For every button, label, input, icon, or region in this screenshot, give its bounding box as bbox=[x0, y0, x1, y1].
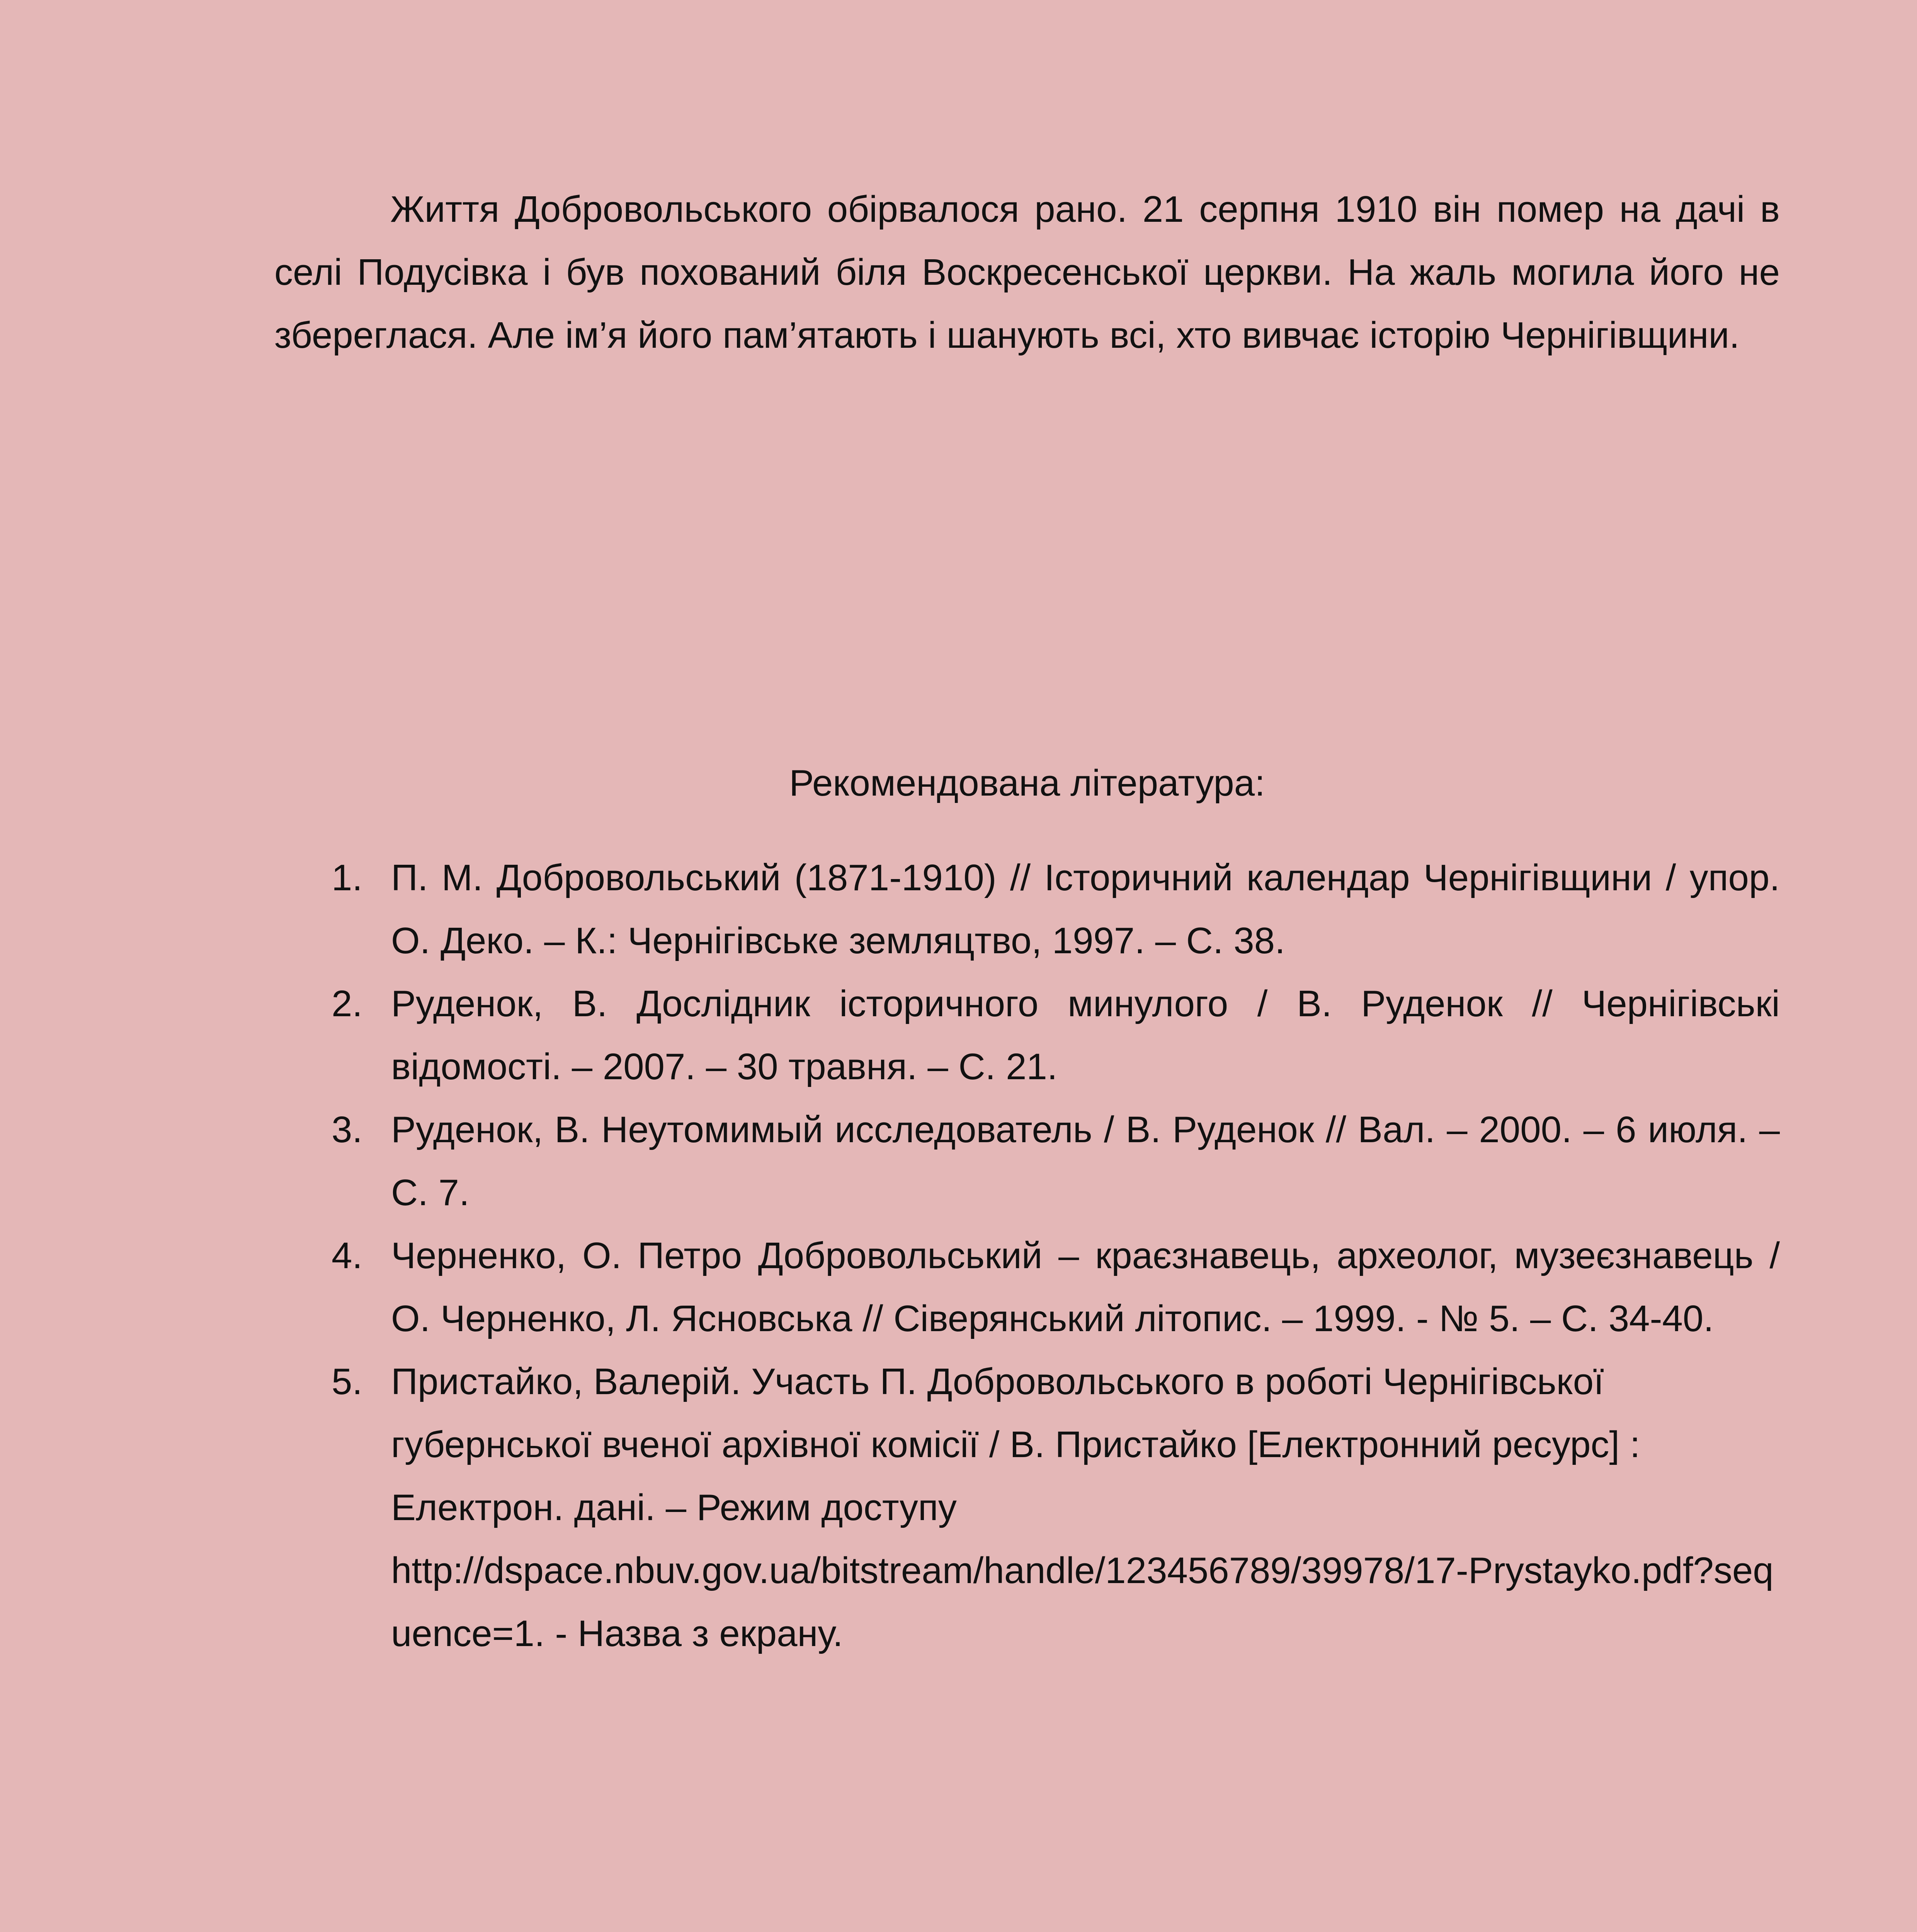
reference-text: Руденок, В. Дослідник історичного минулого / В. Руденок // Чернігівські відомості. – 2007. – 30 травня. – С. 21. bbox=[391, 983, 1780, 1087]
reference-item bbox=[274, 846, 1780, 972]
reference-item bbox=[274, 1098, 1780, 1224]
reference-text: Руденок, В. Неутомимый исследователь / В. Руденок // Вал. – 2000. – 6 июля. – С. 7. bbox=[391, 1109, 1780, 1213]
reference-text: Пристайко, Валерій. Участь П. Добровольського в роботі Чернігівської губернської вченої архівної комісії / В. Пристайко [Електронний ресурс] : Електрон. дані. – Режим доступу bbox=[391, 1361, 1640, 1528]
reference-number: 5. bbox=[332, 1361, 363, 1402]
reference-item bbox=[274, 972, 1780, 1098]
reference-url: http://dspace.nbuv.gov.ua/bitstream/handle/123456789/39978/17-Prystayko.pdf?sequence=1. bbox=[391, 1550, 1774, 1654]
reference-item bbox=[274, 1224, 1780, 1350]
intro-paragraph: Життя Добровольського обірвалося рано. 21 серпня 1910 він помер на дачі в селі Подусівка і був похований біля Воскресенської церкви. На жаль могила його не збереглася. Але ім’я його пам’ятають і шанують всі, хто вивчає історію Чернігівщини. bbox=[274, 189, 1780, 356]
reference-number: 2. bbox=[332, 983, 363, 1024]
reference-number: 3. bbox=[332, 1109, 363, 1150]
literature-heading: Рекомендована література: bbox=[789, 762, 1265, 804]
reference-suffix: - Назва з екрану. bbox=[544, 1613, 843, 1654]
reference-number: 4. bbox=[332, 1235, 363, 1276]
reference-item bbox=[274, 1350, 1780, 1665]
reference-number: 1. bbox=[332, 857, 363, 898]
reference-list bbox=[274, 846, 1780, 1665]
reference-text: Черненко, О. Петро Добровольський – краєзнавець, археолог, музеєзнавець / О. Черненко, Л. Ясновська // Сіверянський літопис. – 1999. - № 5. – С. 34-40. bbox=[391, 1235, 1780, 1339]
reference-text: П. М. Добровольський (1871-1910) // Історичний календар Чернігівщини / упор. О. Деко. – К.: Чернігівське земляцтво, 1997. – С. 38. bbox=[391, 857, 1780, 961]
